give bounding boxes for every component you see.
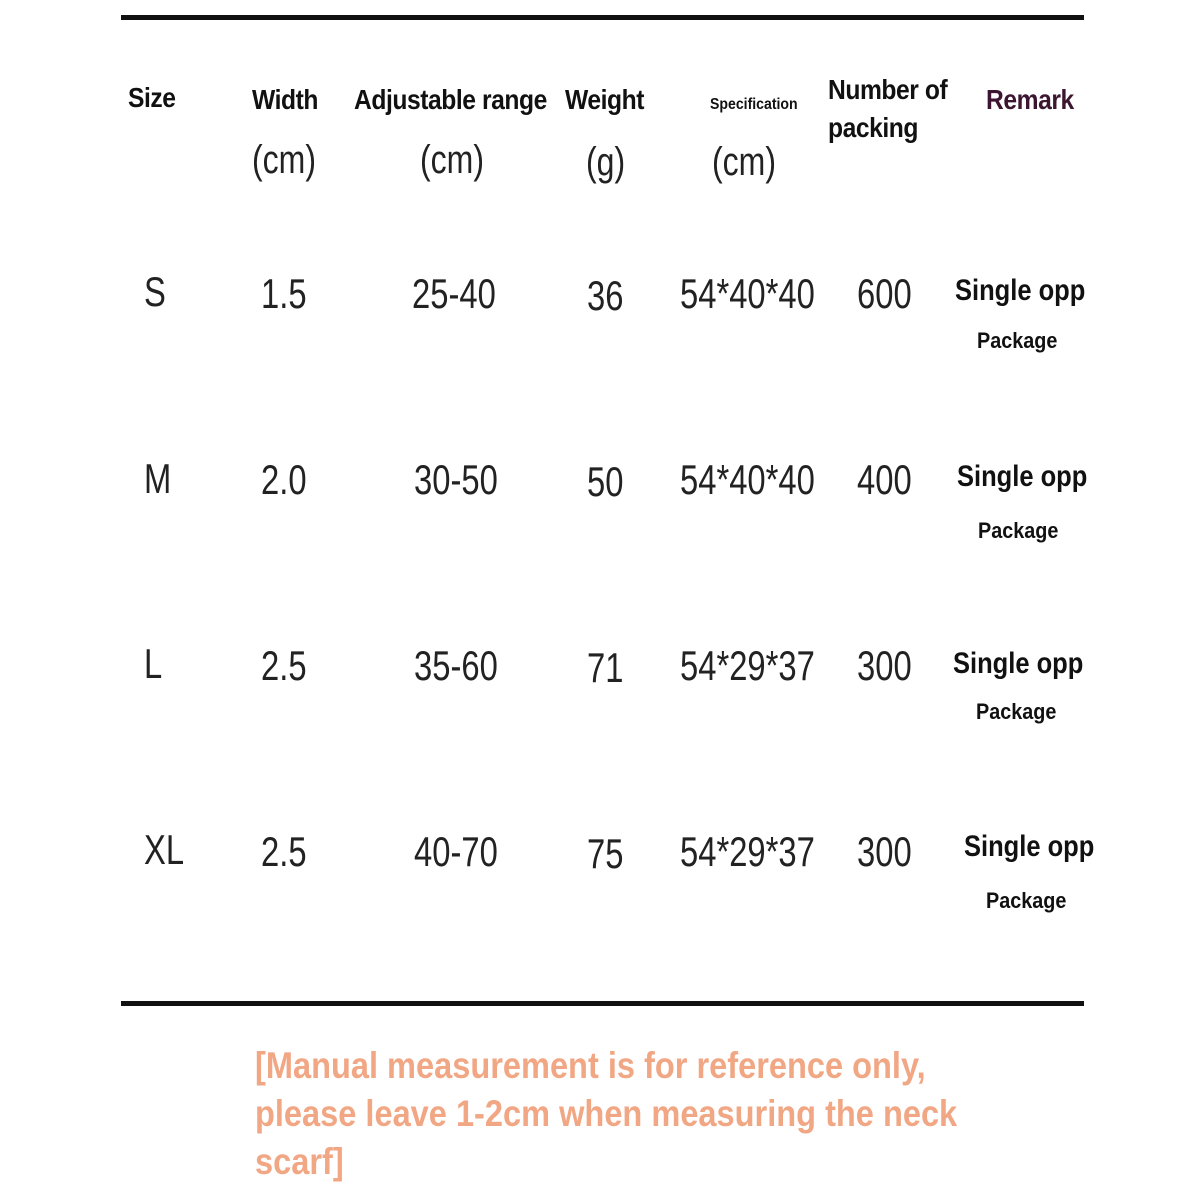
measurement-note: [Manual measurement is for reference only, please leave 1-2cm when measuring the neck scarf] xyxy=(255,1045,958,1182)
cell-remark-line1: Single opp xyxy=(955,274,1086,307)
cell-width: 1.5 xyxy=(261,270,307,317)
cell-weight: 71 xyxy=(587,644,624,691)
header-width-unit: (cm) xyxy=(252,138,316,182)
cell-remark-line2: Package xyxy=(978,518,1059,543)
cell-width: 2.0 xyxy=(261,456,307,503)
cell-remark-line2: Package xyxy=(976,699,1057,724)
cell-packing: 300 xyxy=(857,642,912,689)
cell-weight: 50 xyxy=(587,458,624,505)
cell-packing: 300 xyxy=(857,828,912,875)
header-specification: Specification xyxy=(710,96,798,113)
header-remark: Remark xyxy=(986,84,1074,115)
header-weight: Weight xyxy=(565,84,645,115)
cell-adjustable-range: 30-50 xyxy=(414,456,498,503)
cell-size: L xyxy=(144,640,163,687)
bottom-rule xyxy=(121,1001,1084,1006)
cell-specification: 54*29*37 xyxy=(680,642,815,689)
cell-adjustable-range: 35-60 xyxy=(414,642,498,689)
top-rule xyxy=(121,15,1084,20)
cell-remark-line2: Package xyxy=(986,888,1067,913)
header-adjustable-range: Adjustable range xyxy=(354,84,547,115)
cell-adjustable-range: 25-40 xyxy=(412,270,496,317)
cell-remark-line1: Single opp xyxy=(953,647,1084,680)
header-size: Size xyxy=(128,82,176,113)
cell-width: 2.5 xyxy=(261,642,307,689)
cell-adjustable-range: 40-70 xyxy=(414,828,498,875)
cell-packing: 400 xyxy=(857,456,912,503)
header-adjustable-unit: (cm) xyxy=(420,138,484,182)
cell-size: S xyxy=(144,268,166,315)
header-packing-line2: packing xyxy=(828,112,919,143)
cell-specification: 54*40*40 xyxy=(680,270,815,317)
cell-packing: 600 xyxy=(857,270,912,317)
header-specification-unit: (cm) xyxy=(712,140,776,184)
cell-width: 2.5 xyxy=(261,828,307,875)
header-packing-line1: Number of xyxy=(828,74,948,105)
cell-specification: 54*40*40 xyxy=(680,456,815,503)
cell-size: M xyxy=(144,455,172,502)
cell-weight: 36 xyxy=(587,272,624,319)
header-weight-unit: (g) xyxy=(586,140,626,184)
cell-remark-line2: Package xyxy=(977,328,1058,353)
header-width: Width xyxy=(252,84,318,115)
cell-remark-line1: Single opp xyxy=(957,460,1088,493)
cell-remark-line1: Single opp xyxy=(964,830,1095,863)
cell-size: XL xyxy=(144,826,185,873)
cell-weight: 75 xyxy=(587,830,624,877)
cell-specification: 54*29*37 xyxy=(680,828,815,875)
